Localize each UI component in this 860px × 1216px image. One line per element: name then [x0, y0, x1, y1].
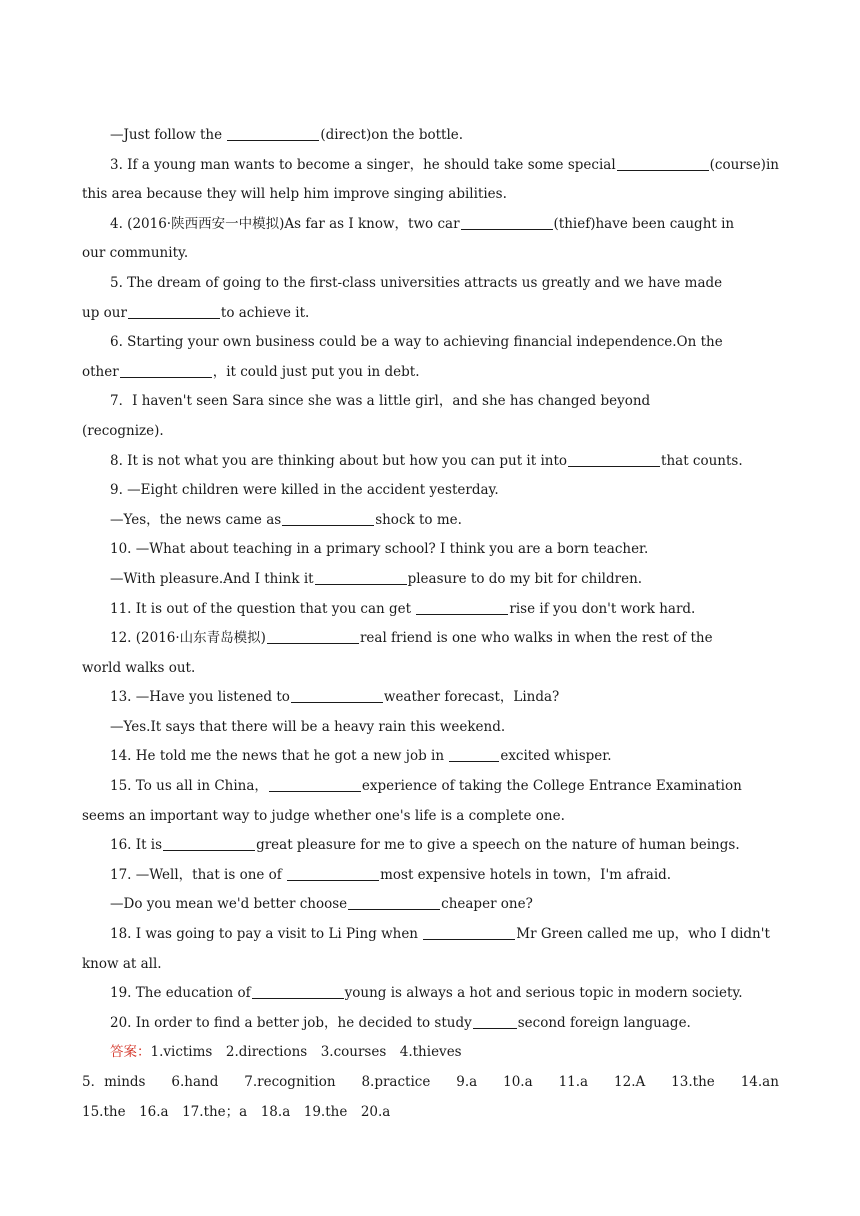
question-12-cont: world walks out. — [82, 659, 196, 676]
answer-item: 9.a — [456, 1074, 478, 1090]
answer-blank[interactable] — [267, 629, 359, 644]
answer-item: 8.practice — [361, 1074, 431, 1090]
answer-item: 14.an — [740, 1074, 779, 1090]
question-10: 10. —What about teaching in a primary school? I think you are a born teacher. — [110, 541, 649, 558]
answer-blank[interactable] — [568, 452, 660, 467]
question-15: 15. To us all in China， experience of taking the College Entrance Examination — [110, 778, 742, 795]
answer-blank[interactable] — [416, 600, 508, 615]
answer-blank[interactable] — [128, 304, 220, 319]
answer-blank[interactable] — [120, 363, 212, 378]
question-3: 3. If a young man wants to become a singer，he should take some special (course)in — [110, 156, 779, 173]
answer-blank[interactable] — [461, 215, 553, 230]
question-17: 17. —Well，that is one of most expensive hotels in town，I'm afraid. — [110, 866, 672, 883]
answer-blank[interactable] — [423, 925, 515, 940]
question-17-reply: —Do you mean we'd better choose cheaper one? — [110, 896, 533, 913]
question-6-cont: other ，it could just put you in debt. — [82, 363, 420, 380]
question-18: 18. I was going to pay a visit to Li Ping when Mr Green called me up，who I didn't — [110, 926, 770, 943]
answer-blank[interactable] — [291, 688, 383, 703]
question-8: 8. It is not what you are thinking about but how you can put it into that counts. — [110, 452, 743, 469]
question-9-reply: —Yes，the news came as shock to me. — [110, 511, 462, 528]
question-10-reply: —With pleasure.And I think it pleasure to do my bit for children. — [110, 570, 643, 587]
question-20: 20. In order to find a better job，he decided to study second foreign language. — [110, 1014, 691, 1031]
answer-blank[interactable] — [269, 777, 361, 792]
answer-item: 10.a — [503, 1074, 533, 1090]
question-5-cont: up our to achieve it. — [82, 304, 310, 321]
answer-blank[interactable] — [473, 1014, 517, 1029]
answer-blank[interactable] — [348, 895, 440, 910]
question-6: 6. Starting your own business could be a way to achieving financial independence.On the — [110, 334, 723, 351]
answer-key-row-3: 15.the 16.a 17.the；a 18.a 19.the 20.a — [82, 1103, 391, 1120]
question-3-cont: this area because they will help him improve singing abilities. — [82, 186, 507, 203]
question-12: 12. (2016·山东青岛模拟) real friend is one who walks in when the rest of the — [110, 630, 713, 647]
answer-item: 13.the — [671, 1074, 715, 1090]
question-18-cont: know at all. — [82, 955, 162, 972]
answer-item: 5．minds — [82, 1074, 146, 1090]
question-16: 16. It is great pleasure for me to give a speech on the nature of human beings. — [110, 837, 740, 854]
question-5: 5. The dream of going to the first-class universities attracts us greatly and we have made — [110, 274, 723, 291]
question-13-reply: —Yes.It says that there will be a heavy rain this weekend. — [110, 718, 506, 735]
answer-key-label: 答案： — [110, 1044, 151, 1061]
answer-blank[interactable] — [287, 866, 379, 881]
answer-key-row-2 — [82, 1068, 779, 1098]
exercise-body — [82, 121, 779, 1127]
question-4: 4. (2016·陕西西安一中模拟)As far as I know，two car (thief)have been caught in — [110, 215, 735, 232]
answer-blank[interactable] — [282, 511, 374, 526]
answer-blank[interactable] — [449, 747, 499, 762]
answer-blank[interactable] — [227, 126, 319, 141]
question-14: 14. He told me the news that he got a new job in excited whisper. — [110, 748, 612, 765]
answer-item: 12.A — [614, 1074, 646, 1090]
question-9: 9. —Eight children were killed in the accident yesterday. — [110, 482, 499, 499]
answer-blank[interactable] — [617, 156, 709, 171]
answer-item: 6.hand — [171, 1074, 219, 1090]
question-line: —Just follow the (direct)on the bottle. — [110, 127, 464, 143]
question-7: 7．I haven't seen Sara since she was a little girl，and she has changed beyond — [110, 393, 651, 410]
answer-item: 7.recognition — [244, 1074, 336, 1090]
answer-blank[interactable] — [252, 984, 344, 999]
question-11: 11. It is out of the question that you can get rise if you don't work hard. — [110, 600, 696, 617]
question-19: 19. The education of young is always a hot and serious topic in modern society. — [110, 985, 743, 1002]
question-7-cont: (recognize). — [82, 422, 164, 439]
answer-blank[interactable] — [163, 836, 255, 851]
answer-blank[interactable] — [315, 570, 407, 585]
answer-key-row-1: 答案：1.victims 2.directions 3.courses 4.thieves — [110, 1044, 462, 1061]
question-15-cont: seems an important way to judge whether one's life is a complete one. — [82, 807, 565, 824]
question-4-cont: our community. — [82, 245, 189, 262]
question-13: 13. —Have you listened to weather forecast，Linda? — [110, 689, 560, 706]
answer-item: 11.a — [558, 1074, 589, 1090]
